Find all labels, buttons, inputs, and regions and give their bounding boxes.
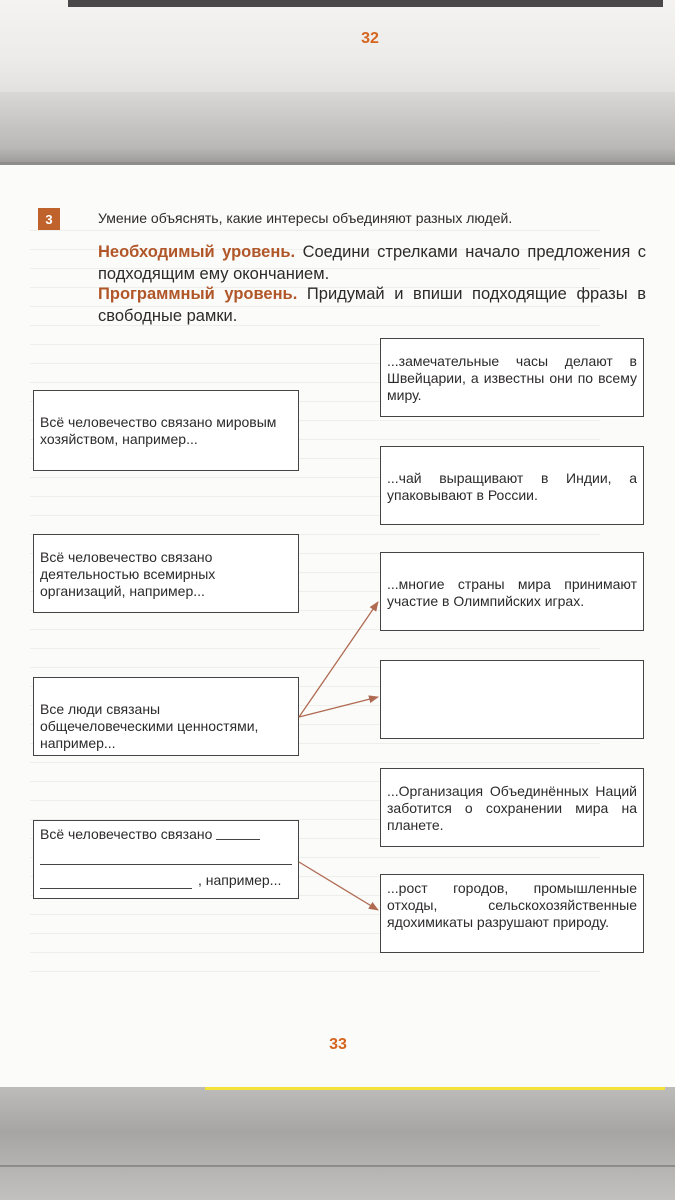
- sentence-end-1-text: ...замечательные часы делают в Швейцарии, а известны они по всему миру.: [387, 353, 637, 403]
- program-level-instruction: [98, 283, 646, 327]
- sentence-end-2[interactable]: [380, 446, 644, 525]
- sentence-start-4-prefix: Всё человечество связано: [40, 826, 213, 842]
- sentence-start-2-text: Всё человечество связано деятельностью всемирных организаций, например...: [40, 549, 216, 599]
- program-level-text: Придумай и впиши подходящие фразы в свободные рамки.: [98, 285, 646, 325]
- sentence-end-1[interactable]: [380, 338, 644, 417]
- bottom-dark-line: [0, 1165, 675, 1167]
- sentence-start-3[interactable]: [33, 677, 299, 756]
- sentence-end-6-text: ...рост городов, промышленные отходы, сельскохозяйственные ядохимикаты разрушают природу.: [387, 880, 637, 930]
- sentence-start-1-text: Всё человечество связано мировым хозяйством, например...: [40, 414, 277, 447]
- task-number-badge: 3: [38, 208, 60, 230]
- sentence-end-6[interactable]: [380, 874, 644, 953]
- sentence-end-2-text: ...чай выращивают в Индии, а упаковывают в России.: [387, 470, 637, 503]
- sentence-start-4[interactable]: [33, 820, 299, 899]
- fill-in-short-line[interactable]: [40, 874, 192, 889]
- scan-bottom-edge: [0, 1087, 675, 1200]
- sentence-start-3-text: Все люди связаны общечеловеческими ценностями, например...: [40, 701, 259, 751]
- sentence-end-5-text: ...Организация Объединённых Наций заботится о сохранении мира на планете.: [387, 783, 637, 833]
- necessary-level-label: Необходимый уровень.: [98, 243, 296, 261]
- sentence-end-3[interactable]: [380, 552, 644, 631]
- program-level-label: Программный уровень.: [98, 285, 298, 303]
- previous-page-strip: [68, 0, 663, 7]
- fill-in-line[interactable]: [40, 850, 292, 865]
- sentence-start-1[interactable]: [33, 390, 299, 471]
- sentence-start-2[interactable]: [33, 534, 299, 613]
- page-shadow: [0, 92, 675, 162]
- sentence-end-3-text: ...многие страны мира принимают участие в Олимпийских играх.: [387, 576, 637, 609]
- sentence-end-4-empty[interactable]: [380, 660, 644, 739]
- sentence-end-5[interactable]: [380, 768, 644, 847]
- necessary-level-instruction: [98, 241, 646, 285]
- fill-in-row: [40, 872, 292, 889]
- page-number-bottom: 33: [329, 1036, 347, 1053]
- fill-in-blank-inline[interactable]: [216, 827, 260, 840]
- page-number-top: 32: [361, 30, 379, 47]
- sentence-start-4-suffix: , например...: [198, 872, 282, 888]
- necessary-level-text: Соедини стрелками начало предложения с подходящим ему окончанием.: [98, 243, 647, 283]
- bottom-yellow-line: [205, 1087, 665, 1090]
- page-top-rule: [0, 162, 675, 165]
- task-title: Умение объяснять, какие интересы объединяют разных людей.: [98, 210, 513, 226]
